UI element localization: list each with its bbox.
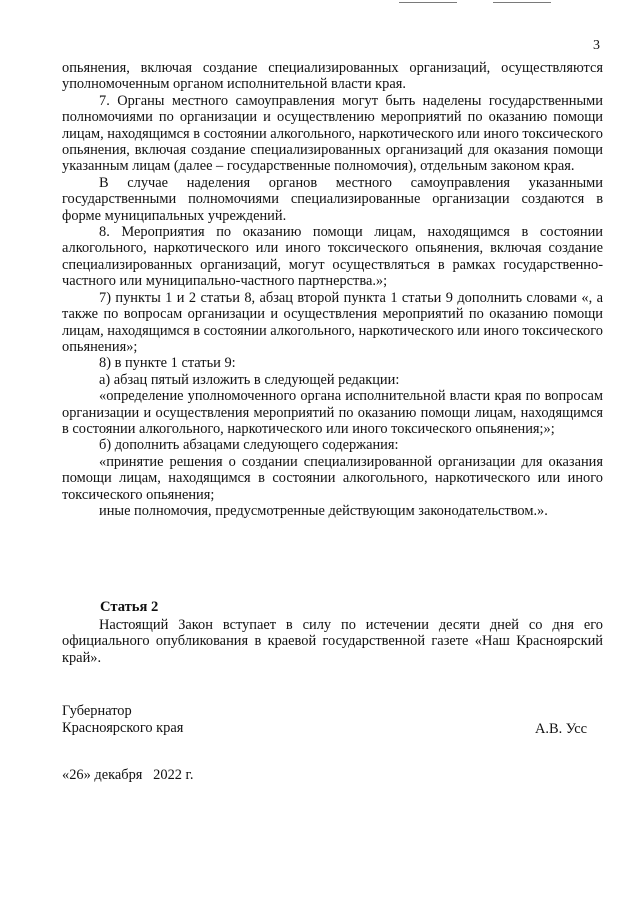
body-paragraph: 8) в пункте 1 статьи 9: (99, 355, 236, 372)
scan-mark (399, 2, 457, 3)
body-paragraph: 7) пункты 1 и 2 статьи 8, абзац второй пункта 1 статьи 9 дополнить словами «, а также по вопросам организации и осуществления мероприятий по оказанию помощи лицам, находящимся в состоянии алкогольного, наркотического или иного токсического опьянения»; (62, 289, 603, 355)
body-paragraph: б) дополнить абзацами следующего содержания: (99, 437, 399, 454)
article-body (62, 617, 603, 666)
page-number: 3 (593, 38, 600, 53)
article-paragraph: Настоящий Закон вступает в силу по истечении десяти дней со дня его официального опубликования в краевой государственной газете «Наш Красноярский край». (62, 617, 603, 666)
document-body (62, 60, 603, 519)
body-paragraph: а) абзац пятый изложить в следующей редакции: (99, 371, 400, 388)
body-paragraph: иные полномочия, предусмотренные действующим законодательством.». (99, 502, 548, 519)
article-heading: Статья 2 (100, 599, 159, 615)
body-paragraph: В случае наделения органов местного самоуправления указанными государственными полномочиями специализированные организации создаются в форме муниципальных учреждений. (62, 174, 603, 224)
signatory-name: А.В. Усс (535, 721, 588, 737)
body-paragraph: 7. Органы местного самоуправления могут быть наделены государственными полномочиями по организации и осуществлению мероприятий по оказанию помощи лицам, находящимся в состоянии алкогольного, наркотического или иного токсического опьянения, включая создание специализированных организаций для оказания помощи указанным лицам (далее – государственные полномочия), отдельным законом края. (62, 92, 603, 175)
scan-mark (493, 2, 551, 3)
signatory-title (62, 703, 183, 737)
signing-date: «26» декабря 2022 г. (62, 767, 194, 783)
body-paragraph: 8. Мероприятия по оказанию помощи лицам, находящимся в состоянии алкогольного, наркотического или иного токсического опьянения, включая создание специализированных организаций, могут осуществляться в рамках государственно-частного или муниципально-частного партнерства.»; (62, 224, 603, 290)
body-paragraph: опьянения, включая создание специализированных организаций, осуществляются уполномоченным органом исполнительной власти края. (62, 60, 603, 93)
signatory-title-line: Красноярского края (62, 720, 184, 736)
body-paragraph: «принятие решения о создании специализированной организации для оказания помощи лицам, находящимся в состоянии алкогольного, наркотического или иного токсического опьянения; (62, 453, 603, 503)
body-paragraph: «определение уполномоченного органа исполнительной власти края по вопросам организации и осуществления мероприятий по оказанию помощи лицам, находящимся в состоянии алкогольного, наркотического или иного токсического опьянения;»; (62, 388, 603, 437)
signatory-title-line: Губернатор (62, 703, 132, 719)
